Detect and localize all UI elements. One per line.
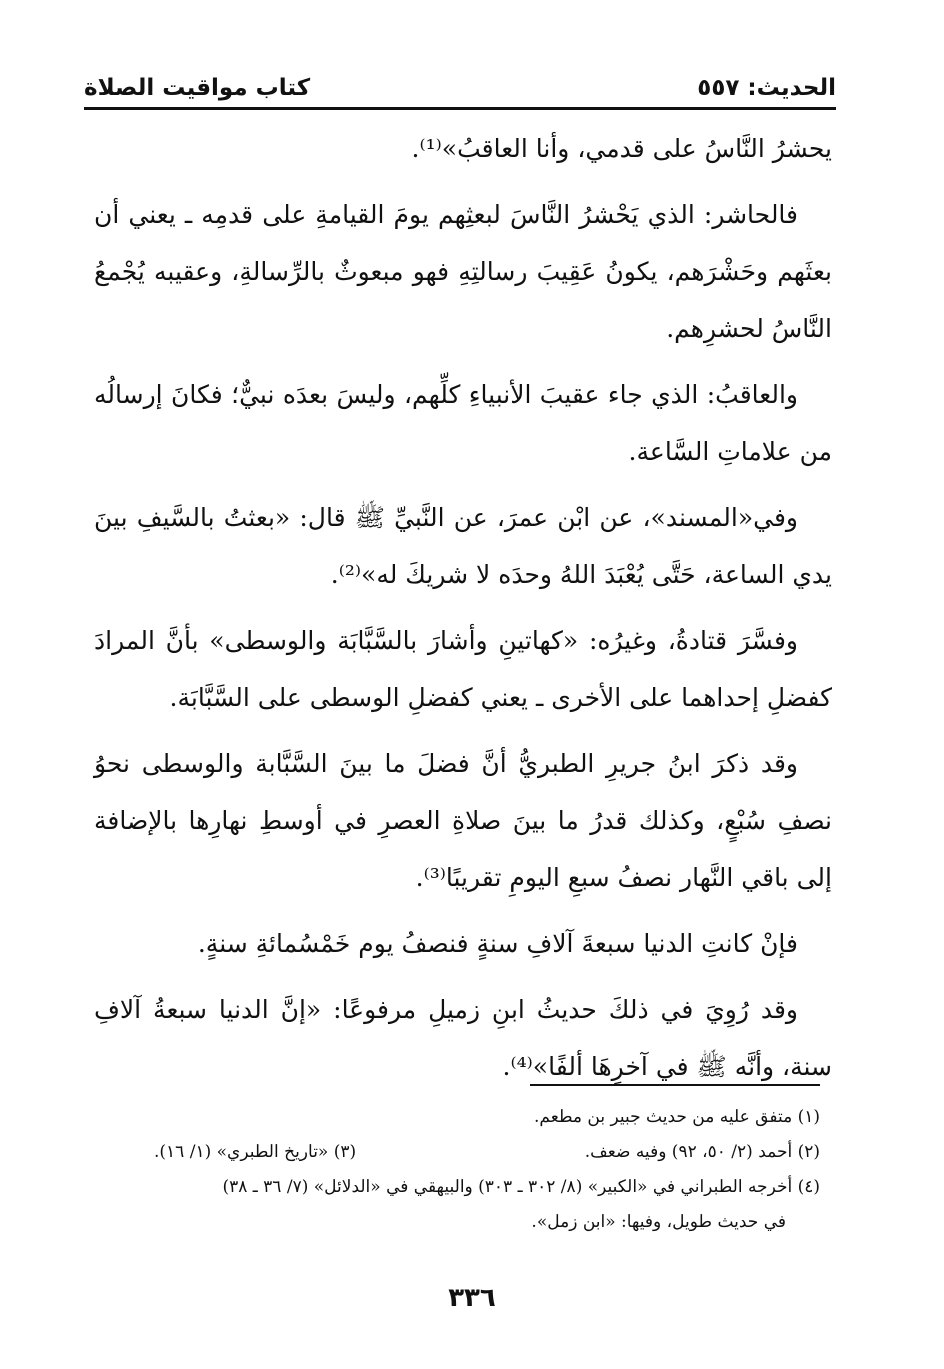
footnote-divider xyxy=(530,1084,820,1086)
page-number: ٣٣٦ xyxy=(448,1283,496,1313)
paragraph-2: فالحاشر: الذي يَحْشرُ النَّاسَ لبعثِهم يومَ القيامةِ على قدمِه ـ يعني أن بعثَهم وحَشْرَهم، يكونُ عَقِيبَ رسالتِهِ فهو مبعوثٌ بالرِّسالةِ، وعقيبه يُجْمعُ النَّاسُ لحشرِهم. xyxy=(94,200,832,343)
footnote-1: (١) متفق عليه من حديث جبير بن مطعم. xyxy=(534,1107,820,1127)
paragraph-6: وقد ذكرَ ابنُ جريرِ الطبريُّ أنَّ فضلَ ما بينَ السَّبَّابة والوسطى نحوُ نصفِ سُبْعٍ، وكذلك قدرُ ما بينَ صلاةِ العصرِ في أوسطِ نهارِها بالإضافة إلى باقي النَّهار نصفُ سبعِ اليومِ تقريبًا⁽³⁾. xyxy=(94,749,832,892)
running-header xyxy=(84,70,836,106)
header-divider xyxy=(84,107,836,110)
book-title: كتاب مواقيت الصلاة xyxy=(84,75,311,101)
paragraph-5: وفسَّرَ قتادةُ، وغيرُه: «كهاتينِ وأشارَ بالسَّبَّابَة والوسطى» بأنَّ المرادَ كفضلِ إحداهما على الأخرى ـ يعني كفضلِ الوسطى على السَّبَّابَة. xyxy=(94,626,832,712)
hadith-number-label: الحديث: ٥٥٧ xyxy=(697,75,836,101)
paragraph-7: فإنْ كانتِ الدنيا سبعةَ آلافِ سنةٍ فنصفُ يوم خَمْسُمائةِ سنةٍ. xyxy=(197,929,798,958)
paragraph-1: يحشرُ النَّاسُ على قدمي، وأنا العاقبُ»⁽¹⁾. xyxy=(411,134,832,163)
paragraph-4: وفي«المسند»، عن ابْن عمرَ، عن النَّبيِّ ﷺ قال: «بعثتُ بالسَّيفِ بينَ يدي الساعة، حَتَّى يُعْبَدَ اللهُ وحدَه لا شريكَ له»⁽²⁾. xyxy=(94,503,832,589)
paragraph-3: والعاقبُ: الذي جاء عقيبَ الأنبياءِ كلِّهم، وليسَ بعدَه نبيٌّ؛ فكانَ إرسالُه من علاماتِ السَّاعة. xyxy=(94,380,832,466)
paragraph-8: وقد رُوِيَ في ذلكَ حديثُ ابنِ زميلِ مرفوعًا: «إنَّ الدنيا سبعةُ آلافِ سنة، وأنَّه ﷺ في آخرِهَا ألفًا»⁽⁴⁾. xyxy=(94,995,832,1081)
footnotes xyxy=(84,1100,820,1240)
footnote-2: (٢) أحمد (٢/ ٥٠، ٩٢) وفيه ضعف. xyxy=(584,1142,820,1162)
footnote-3: (٣) «تاريخ الطبري» (١/ ١٦). xyxy=(154,1142,357,1162)
footnote-row-2-3 xyxy=(84,1135,820,1170)
main-text xyxy=(94,120,832,1104)
footnote-4: (٤) أخرجه الطبراني في «الكبير» (٨/ ٣٠٢ ـ ٣٠٣) والبيهقي في «الدلائل» (٧/ ٣٦ ـ ٣٨) xyxy=(222,1177,820,1197)
footnote-4-continuation: في حديث طويل، وفيها: «ابن زمل». xyxy=(531,1212,786,1232)
